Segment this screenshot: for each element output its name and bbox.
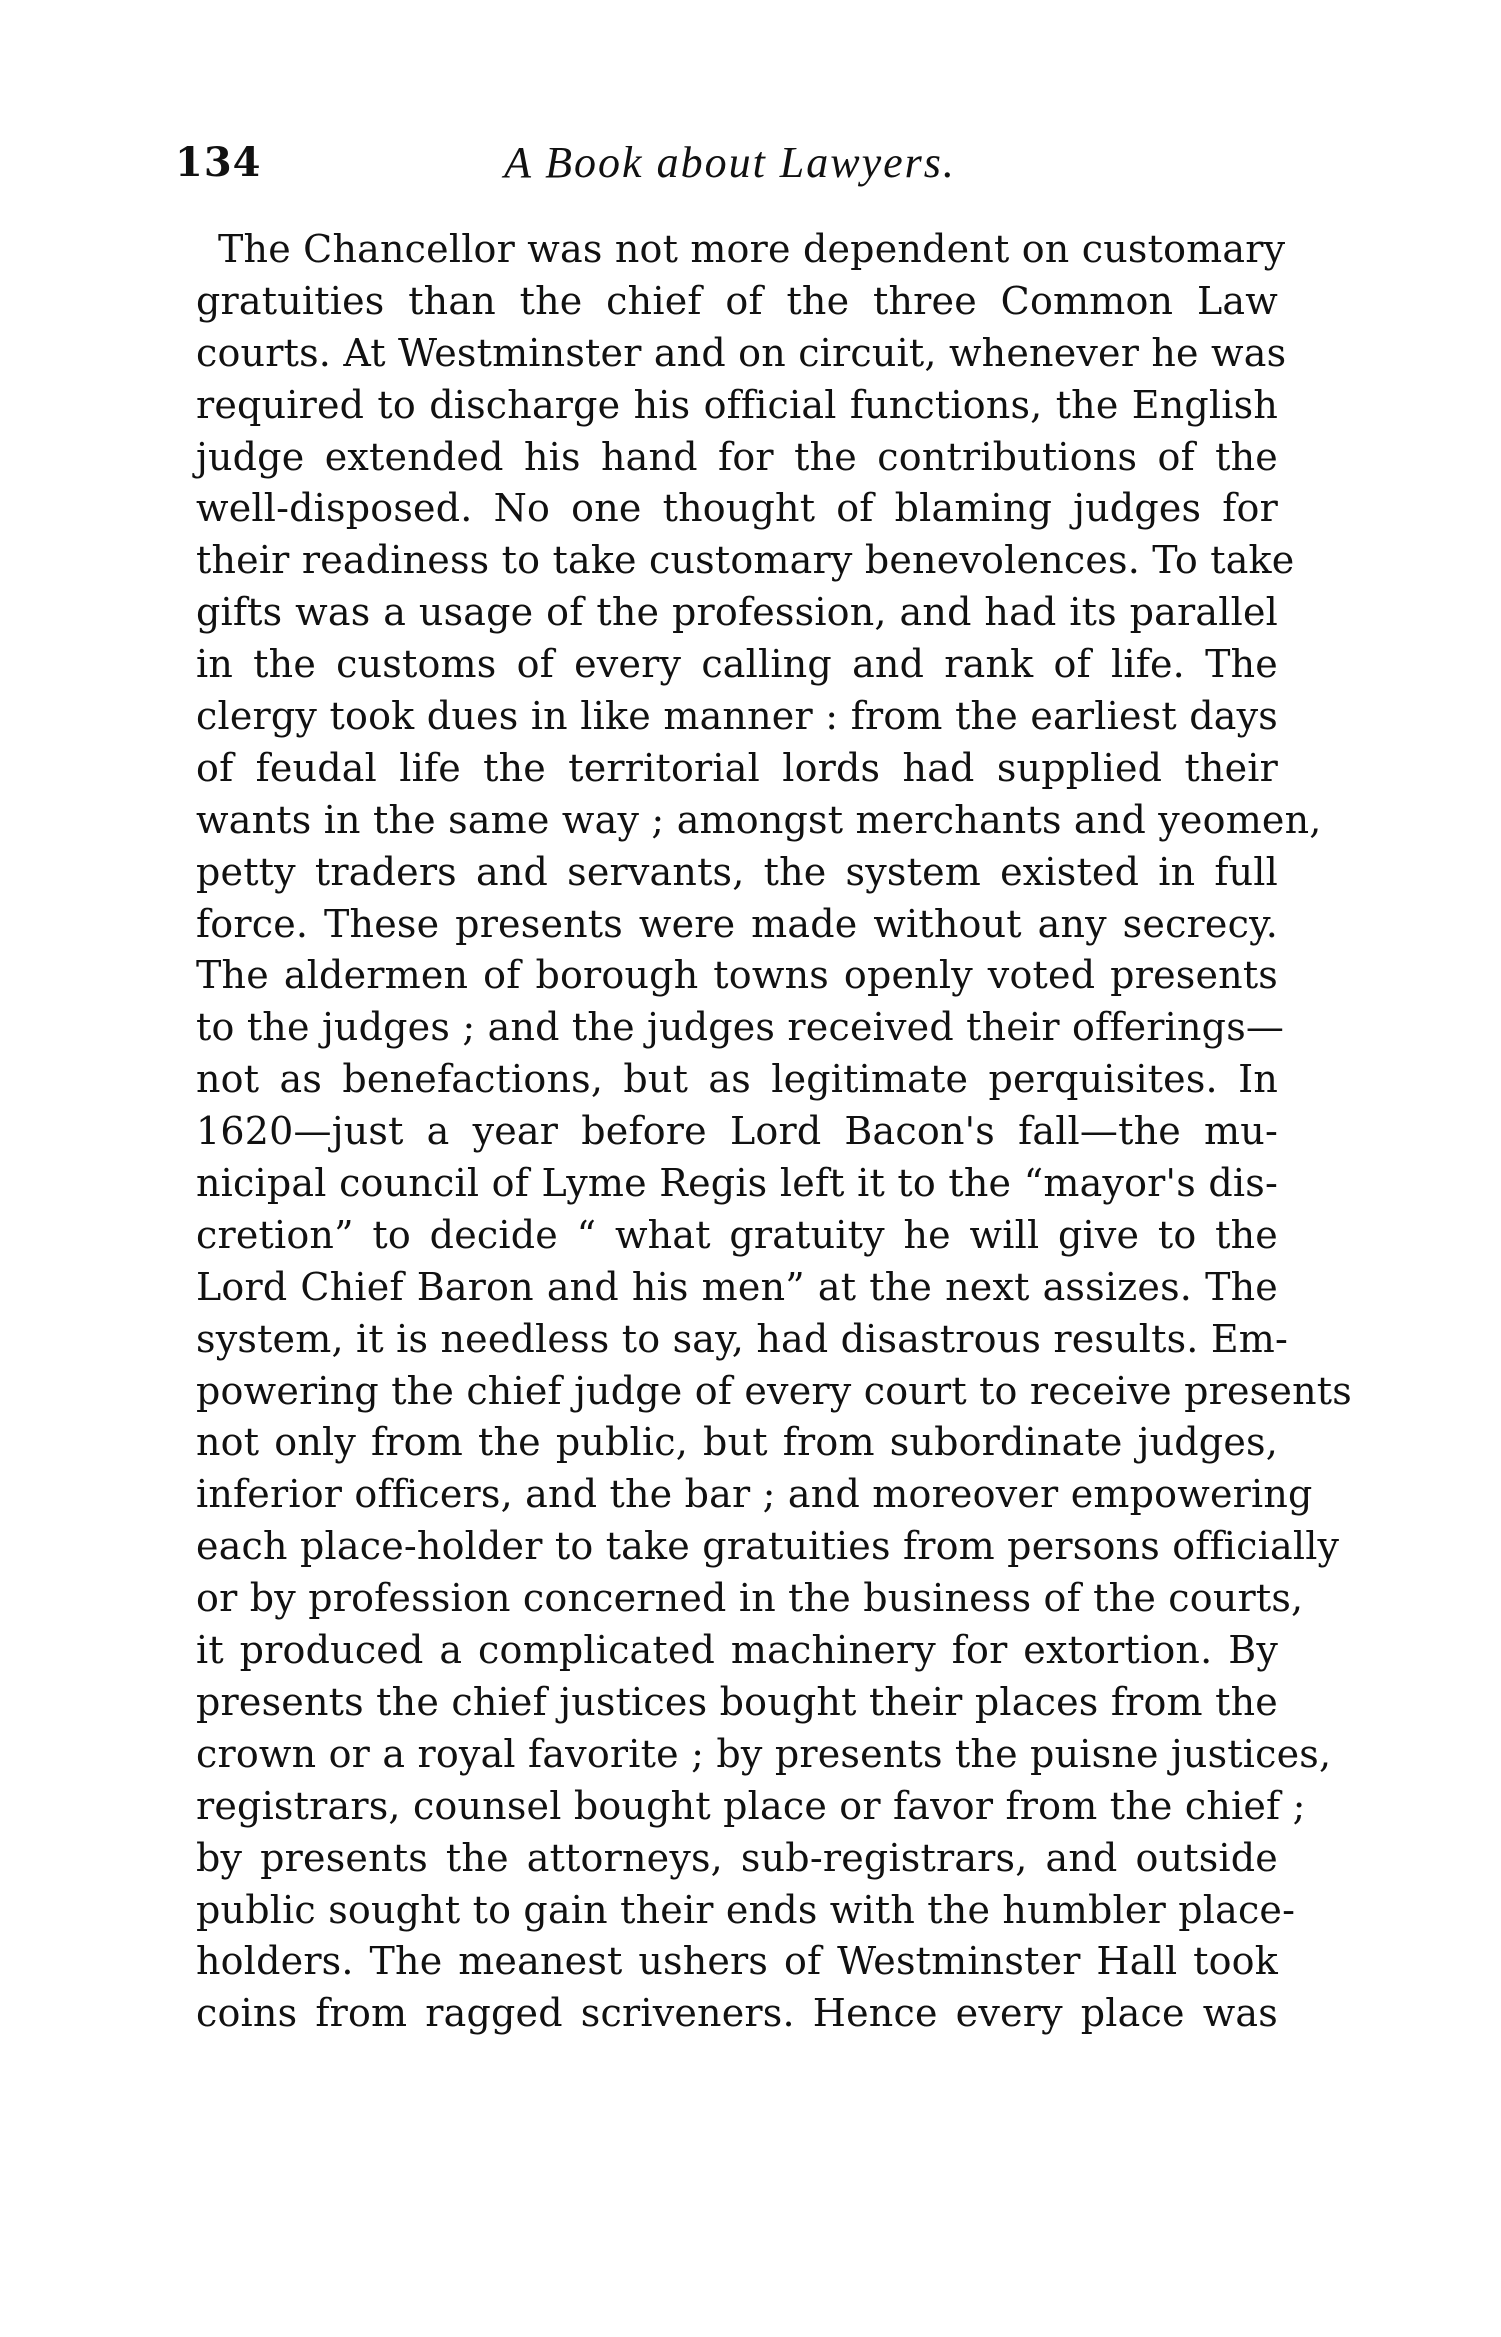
text-line: presents the chief justices bought their places from the [196,1679,1278,1724]
text-line: coins from ragged scriveners. Hence every place was [196,1991,1278,2036]
text-line: holders. The meanest ushers of Westminster Hall took [196,1939,1278,1984]
text-line: registrars, counsel bought place or favor from the chief ; [196,1783,1306,1828]
text-line: judge extended his hand for the contributions of the [196,434,1278,479]
text-line: public sought to gain their ends with the humbler place- [196,1887,1296,1932]
text-line: 1620—just a year before Lord Bacon's fall—the mu- [196,1109,1278,1154]
text-line: gifts was a usage of the profession, and had its parallel [196,590,1278,635]
text-line: gratuities than the chief of the three Common Law [196,278,1278,323]
text-line: required to discharge his official functions, the English [196,382,1278,427]
text-line: petty traders and servants, the system existed in full [196,849,1278,894]
text-line: not only from the public, but from subordinate judges, [196,1420,1278,1465]
text-line: in the customs of every calling and rank of life. The [196,642,1278,687]
text-line: wants in the same way ; amongst merchants and yeomen, [196,797,1322,842]
page-header [175,128,1285,198]
text-line: their readiness to take customary benevolences. To take [196,538,1295,583]
text-line: The aldermen of borough towns openly voted presents [196,953,1278,998]
text-line: powering the chief judge of every court to receive presents [196,1368,1352,1413]
text-line: of feudal life the territorial lords had supplied their [196,745,1278,790]
text-line: crown or a royal favorite ; by presents the puisne justices, [196,1731,1332,1776]
text-line: it produced a complicated machinery for extortion. By [196,1628,1278,1673]
text-line: not as benefactions, but as legitimate perquisites. In [196,1057,1278,1102]
text-line: to the judges ; and the judges received their offerings— [196,1005,1285,1050]
text-line: inferior officers, and the bar ; and moreover empowering [196,1472,1313,1517]
text-line: each place-holder to take gratuities from persons officially [196,1524,1340,1569]
text-line: force. These presents were made without any secrecy. [196,901,1278,946]
text-line: system, it is needless to say, had disastrous results. Em- [196,1316,1289,1361]
text-line: well-disposed. No one thought of blaming judges for [196,486,1278,531]
running-title: A Book about Lawyers. [504,138,956,187]
text-line: The Chancellor was not more dependent on customary [218,227,1286,271]
page-number: 134 [175,139,262,186]
body-text [196,224,1352,2040]
text-line: clergy took dues in like manner : from the earliest days [196,694,1278,739]
text-line: courts. At Westminster and on circuit, whenever he was [196,330,1287,375]
text-line: Lord Chief Baron and his men” at the next assizes. The [196,1264,1278,1309]
text-line: by presents the attorneys, sub-registrars, and outside [196,1835,1278,1880]
text-line: nicipal council of Lyme Regis left it to the “mayor's dis- [196,1161,1278,1206]
text-line: or by profession concerned in the business of the courts, [196,1576,1304,1621]
text-line: cretion” to decide “ what gratuity he will give to the [196,1212,1278,1257]
